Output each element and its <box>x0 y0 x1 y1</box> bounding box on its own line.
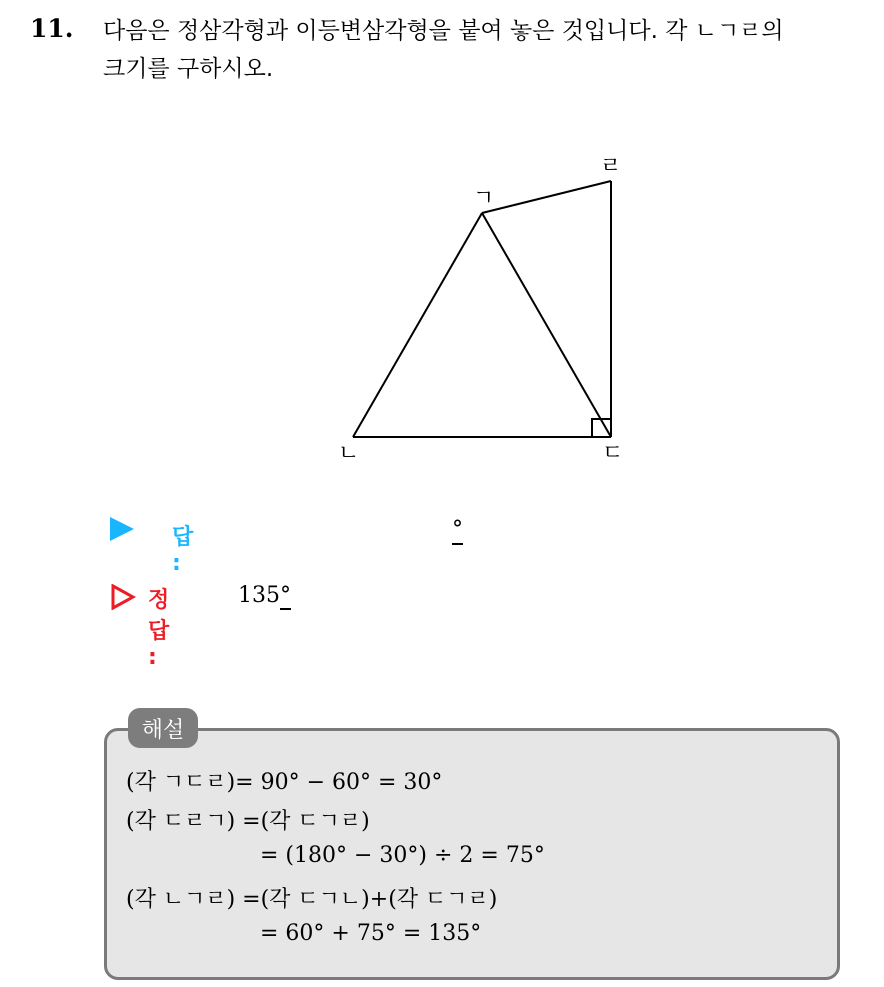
vertex-label-c: ㄷ <box>602 441 624 466</box>
answer-blank[interactable]: ° <box>452 517 463 545</box>
outline-triangle-icon <box>110 584 136 610</box>
correct-answer-unit: ° <box>280 583 291 608</box>
correct-answer-number: 135 <box>238 583 280 608</box>
edge-ac <box>482 213 611 437</box>
answer-label: 답 : <box>172 525 194 576</box>
edge-ad <box>482 181 611 213</box>
answer-row <box>110 517 463 576</box>
edge-bn <box>353 213 482 437</box>
vertex-label-b: ㄴ <box>338 441 360 466</box>
correct-answer-label: 정답 : <box>148 588 170 670</box>
solution-line-2: (각 ㄷㄹㄱ) =(각 ㄷㄱㄹ) <box>126 809 370 834</box>
vertex-label-a: ㄱ <box>473 186 495 211</box>
question-number: 11. <box>30 14 74 43</box>
solution-line-3: = (180° − 30°) ÷ 2 = 75° <box>260 843 545 868</box>
solution-line-5: = 60° + 75° = 135° <box>260 921 482 946</box>
solution-line-4: (각 ㄴㄱㄹ) =(각 ㄷㄱㄴ)+(각 ㄷㄱㄹ) <box>126 887 498 912</box>
solution-tag: 해설 <box>128 708 198 748</box>
figure-lines <box>353 181 611 437</box>
correct-answer-value <box>238 583 291 608</box>
question-text-line-1: 다음은 정삼각형과 이등변삼각형을 붙여 놓은 것입니다. 각 ㄴㄱㄹ의 <box>103 18 784 44</box>
solution-line-1: (각 ㄱㄷㄹ)= 90° − 60° = 30° <box>126 770 443 795</box>
play-triangle-icon <box>110 517 134 541</box>
vertex-label-d: ㄹ <box>600 154 622 179</box>
question-text-line-2: 크기를 구하시오. <box>103 56 274 82</box>
